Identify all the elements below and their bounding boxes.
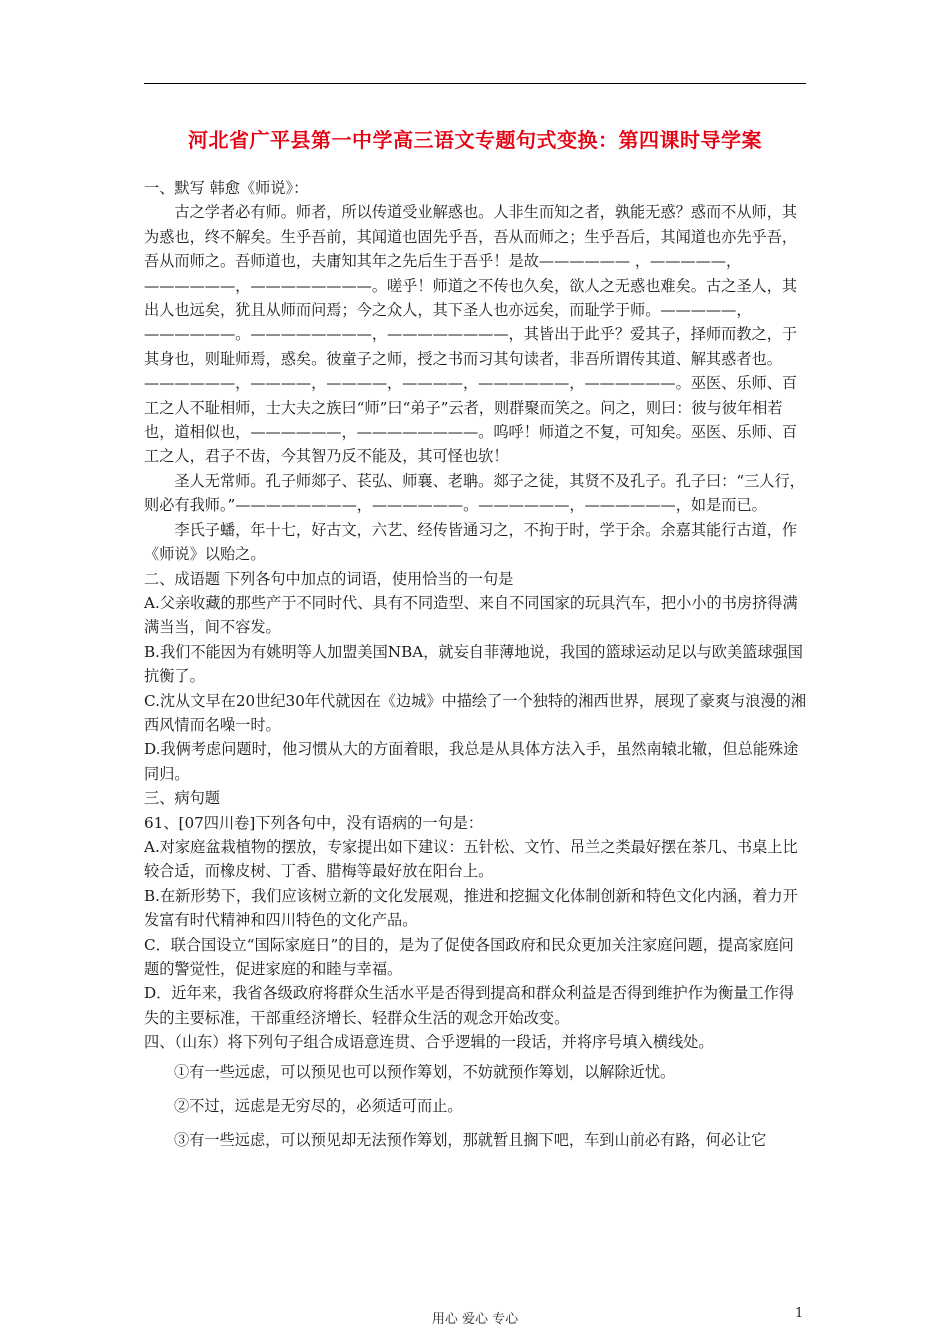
section-heading-idioms: 二、成语题 下列各句中加点的词语，使用恰当的一句是 [144, 569, 514, 588]
page-title: 河北省广平县第一中学高三语文专题句式变换：第四课时导学案 [188, 128, 762, 152]
document-body [144, 176, 808, 1157]
section-heading-ordering: 四、（山东）将下列句子组合成语意连贯、合乎逻辑的一段话，并将序号填入横线处。 [144, 1033, 714, 1052]
dictation-paragraph-1: 古之学者必有师。师者，所以传道受业解惑也。人非生而知之者，孰能无惑？惑而不从师，其为惑也，终不解矣。生乎吾前，其闻道也固先乎吾，吾从而师之；生乎吾后，其闻道也亦先乎吾，吾从而师之。吾师道也，夫庸知其年之先后生于吾乎！是故—————— ，—————，——————，————————。嗟乎！师道之不传也久矣，欲人之无惑也难矣。古之圣人，其出人也远矣，犹且从师而问焉；今之众人，其下圣人也亦远矣，而耻学于师。—————，——————。————————，————————，其皆出于此乎？爱其子，择师而教之，于其身也，则耻师焉，惑矣。彼童子之师，授之书而习其句读者，非吾所谓传其道、解其惑者也。——————，————，————，————，——————，——————。巫医、乐师、百工之人不耻相师，士大夫之族曰“师”曰“弟子”云者，则群聚而笑之。问之，则曰：彼与彼年相若也，道相似也，——————，————————。呜呼！师道之不复，可知矣。巫医、乐师、百工之人，君子不齿，今其智乃反不能及，其可怪也欤！ [144, 203, 798, 466]
section-heading-dictation: 一、默写 韩愈《师说》： [144, 179, 309, 197]
sentence-error-option-a: A.对家庭盆栽植物的摆放，专家提出如下建议：五针松、文竹、吊兰之类最好摆在茶几、书桌上比较合适，而橡皮树、丁香、腊梅等最好放在阳台上。 [144, 837, 798, 881]
footer-motto: 用心 爱心 专心 [431, 1312, 519, 1327]
ordering-sentence-2: ②不过，远虑是无穷尽的，必须适可而止。 [174, 1096, 463, 1115]
header-rule [144, 83, 806, 84]
sentence-error-question: 61、[07四川卷]下列各句中，没有语病的一句是： [144, 813, 484, 832]
page-number: 1 [795, 1306, 804, 1321]
dictation-paragraph-3: 李氏子蟠，年十七，好古文，六艺、经传皆通习之，不拘于时，学于余。余嘉其能行古道，作《师说》以贻之。 [144, 520, 798, 564]
idiom-option-c: C.沈从文早在20世纪30年代就因在《边城》中描绘了一个独特的湘西世界，展现了豪爽与浪漫的湘西风情而名噪一时。 [144, 691, 807, 734]
idiom-option-b: B.我们不能因为有姚明等人加盟美国NBA，就妄自菲薄地说，我国的篮球运动足以与欧美篮球强国抗衡了。 [144, 642, 803, 686]
sentence-error-option-d: D．近年来，我省各级政府将群众生活水平是否得到提高和群众利益是否得到维护作为衡量工作得失的主要标准，干部重经济增长、轻群众生活的观念开始改变。 [144, 984, 795, 1027]
sentence-error-option-c: C．联合国设立“国际家庭日”的目的，是为了促使各国政府和民众更加关注家庭问题，提高家庭问题的警觉性，促进家庭的和睦与幸福。 [144, 935, 794, 978]
sentence-error-option-b: B.在新形势下，我们应该树立新的文化发展观，推进和挖掘文化体制创新和特色文化内涵，着力开发富有时代精神和四川特色的文化产品。 [144, 886, 798, 930]
dictation-paragraph-2: 圣人无常师。孔子师郯子、苌弘、师襄、老聃。郯子之徒，其贤不及孔子。孔子曰：“三人行，则必有我师。”————————，——————。——————，——————，如是而已。 [144, 471, 805, 515]
ordering-sentence-1: ①有一些远虑，可以预见也可以预作筹划，不妨就预作筹划，以解除近忧。 [174, 1062, 676, 1081]
ordering-sentence-3: ③有一些远虑，可以预见却无法预作筹划，那就暂且搁下吧，车到山前必有路，何必让它 [174, 1130, 767, 1149]
section-heading-sentence-errors: 三、病句题 [144, 789, 220, 808]
idiom-option-a: A.父亲收藏的那些产于不同时代、具有不同造型、来自不同国家的玩具汽车，把小小的书房挤得满满当当，间不容发。 [144, 593, 798, 637]
idiom-option-d: D.我俩考虑问题时，他习惯从大的方面着眼，我总是从具体方法入手，虽然南辕北辙，但总能殊途同归。 [144, 740, 799, 783]
